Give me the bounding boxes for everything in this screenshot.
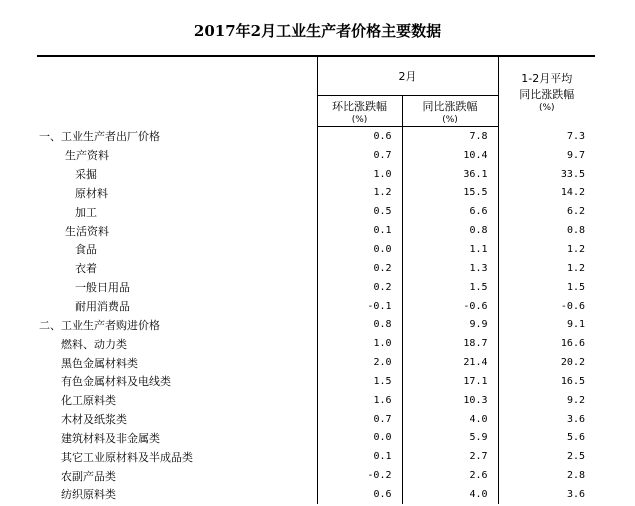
row-name: 生产资料 (65, 149, 109, 163)
row-yoy: 0.8 (402, 221, 498, 240)
row-avg: 0.8 (498, 221, 595, 240)
row-avg: 5.6 (498, 429, 595, 448)
row-avg: 1.2 (498, 240, 595, 259)
row-avg: 16.5 (498, 372, 595, 391)
row-avg: 2.8 (498, 466, 595, 485)
row-mom: 0.1 (317, 447, 402, 466)
table-row (37, 410, 595, 429)
row-yoy: 36.1 (402, 165, 498, 184)
table-row (37, 466, 595, 485)
row-mom: 0.7 (317, 146, 402, 165)
table-row (37, 429, 595, 448)
row-name: 生活资料 (65, 224, 109, 238)
row-avg: 9.1 (498, 315, 595, 334)
row-yoy: 7.8 (402, 127, 498, 146)
row-mom: 1.5 (317, 372, 402, 391)
row-yoy: 10.4 (402, 146, 498, 165)
row-mom: 0.0 (317, 429, 402, 448)
header-blank-cell (37, 56, 317, 127)
row-yoy: 1.1 (402, 240, 498, 259)
row-yoy: 18.7 (402, 334, 498, 353)
row-yoy: 4.0 (402, 410, 498, 429)
row-yoy: 9.9 (402, 315, 498, 334)
row-avg: 20.2 (498, 353, 595, 372)
row-mom: 0.7 (317, 410, 402, 429)
table-row (37, 353, 595, 372)
row-name: 木材及纸浆类 (61, 413, 127, 427)
row-name: 食品 (75, 243, 97, 257)
row-mom: 1.2 (317, 184, 402, 203)
row-yoy: 2.6 (402, 466, 498, 485)
row-yoy: 15.5 (402, 184, 498, 203)
row-name: 加工 (75, 205, 97, 219)
row-yoy: -0.6 (402, 297, 498, 316)
row-name: 其它工业原材料及半成品类 (61, 450, 193, 464)
table-row (37, 297, 595, 316)
row-mom: -0.2 (317, 466, 402, 485)
row-name: 有色金属材料及电线类 (61, 375, 171, 389)
header-mom-unit: (%) (351, 114, 368, 125)
row-avg: 14.2 (498, 184, 595, 203)
row-name: 采掘 (75, 168, 97, 182)
row-avg: 6.2 (498, 202, 595, 221)
row-name: 耐用消费品 (75, 300, 130, 314)
header-month: 2月 (317, 56, 498, 96)
row-yoy: 1.3 (402, 259, 498, 278)
header-mom (317, 96, 402, 127)
page-title: 2017年2月工业生产者价格主要数据 (193, 22, 442, 40)
table-row (37, 146, 595, 165)
table-row (37, 127, 595, 146)
row-name: 化工原料类 (61, 394, 116, 408)
row-mom: 0.2 (317, 278, 402, 297)
table-row (37, 259, 595, 278)
row-name: 黑色金属材料类 (61, 356, 138, 370)
row-mom: 0.8 (317, 315, 402, 334)
row-mom: 1.0 (317, 334, 402, 353)
row-mom: 0.6 (317, 127, 402, 146)
table-row (37, 240, 595, 259)
table-row (37, 202, 595, 221)
row-name: 二、工业生产者购进价格 (39, 318, 160, 332)
header-avg-line1: 1-2月平均 (521, 72, 573, 86)
header-mom-label: 环比涨跌幅 (332, 99, 387, 113)
row-avg: 7.3 (498, 127, 595, 146)
price-data-table (37, 55, 595, 504)
row-avg: 2.5 (498, 447, 595, 466)
row-mom: 0.0 (317, 240, 402, 259)
table-row (37, 221, 595, 240)
row-mom: 0.1 (317, 221, 402, 240)
row-name: 一般日用品 (75, 281, 130, 295)
row-avg: 9.7 (498, 146, 595, 165)
table-row (37, 315, 595, 334)
row-yoy: 4.0 (402, 485, 498, 504)
row-mom: 1.0 (317, 165, 402, 184)
header-yoy (402, 96, 498, 127)
table-row (37, 184, 595, 203)
row-mom: 0.6 (317, 485, 402, 504)
header-avg-yoy (498, 56, 595, 127)
table-row (37, 278, 595, 297)
row-yoy: 1.5 (402, 278, 498, 297)
row-name: 原材料 (75, 186, 108, 200)
table-row (37, 165, 595, 184)
row-yoy: 17.1 (402, 372, 498, 391)
table-row (37, 334, 595, 353)
row-avg: -0.6 (498, 297, 595, 316)
row-mom: -0.1 (317, 297, 402, 316)
row-name: 农副产品类 (61, 469, 116, 483)
table-row (37, 372, 595, 391)
row-mom: 0.5 (317, 202, 402, 221)
row-mom: 0.2 (317, 259, 402, 278)
row-name: 纺织原料类 (61, 488, 116, 502)
header-yoy-unit: (%) (442, 114, 458, 125)
row-yoy: 10.3 (402, 391, 498, 410)
header-avg-line2: 同比涨跌幅 (519, 88, 575, 102)
row-avg: 1.5 (498, 278, 595, 297)
row-yoy: 2.7 (402, 447, 498, 466)
table-row (37, 447, 595, 466)
row-name: 衣着 (75, 262, 97, 276)
row-avg: 1.2 (498, 259, 595, 278)
row-yoy: 21.4 (402, 353, 498, 372)
row-name: 燃料、动力类 (61, 337, 127, 351)
row-mom: 1.6 (317, 391, 402, 410)
row-avg: 16.6 (498, 334, 595, 353)
table-row (37, 485, 595, 504)
row-mom: 2.0 (317, 353, 402, 372)
row-yoy: 6.6 (402, 202, 498, 221)
row-avg: 33.5 (498, 165, 595, 184)
row-avg: 3.6 (498, 410, 595, 429)
table-row (37, 391, 595, 410)
row-avg: 3.6 (498, 485, 595, 504)
row-yoy: 5.9 (402, 429, 498, 448)
header-yoy-label: 同比涨跌幅 (422, 99, 478, 113)
row-avg: 9.2 (498, 391, 595, 410)
header-avg-unit: (%) (538, 103, 555, 114)
row-name: 一、工业生产者出厂价格 (39, 130, 160, 144)
row-name: 建筑材料及非金属类 (61, 431, 160, 445)
